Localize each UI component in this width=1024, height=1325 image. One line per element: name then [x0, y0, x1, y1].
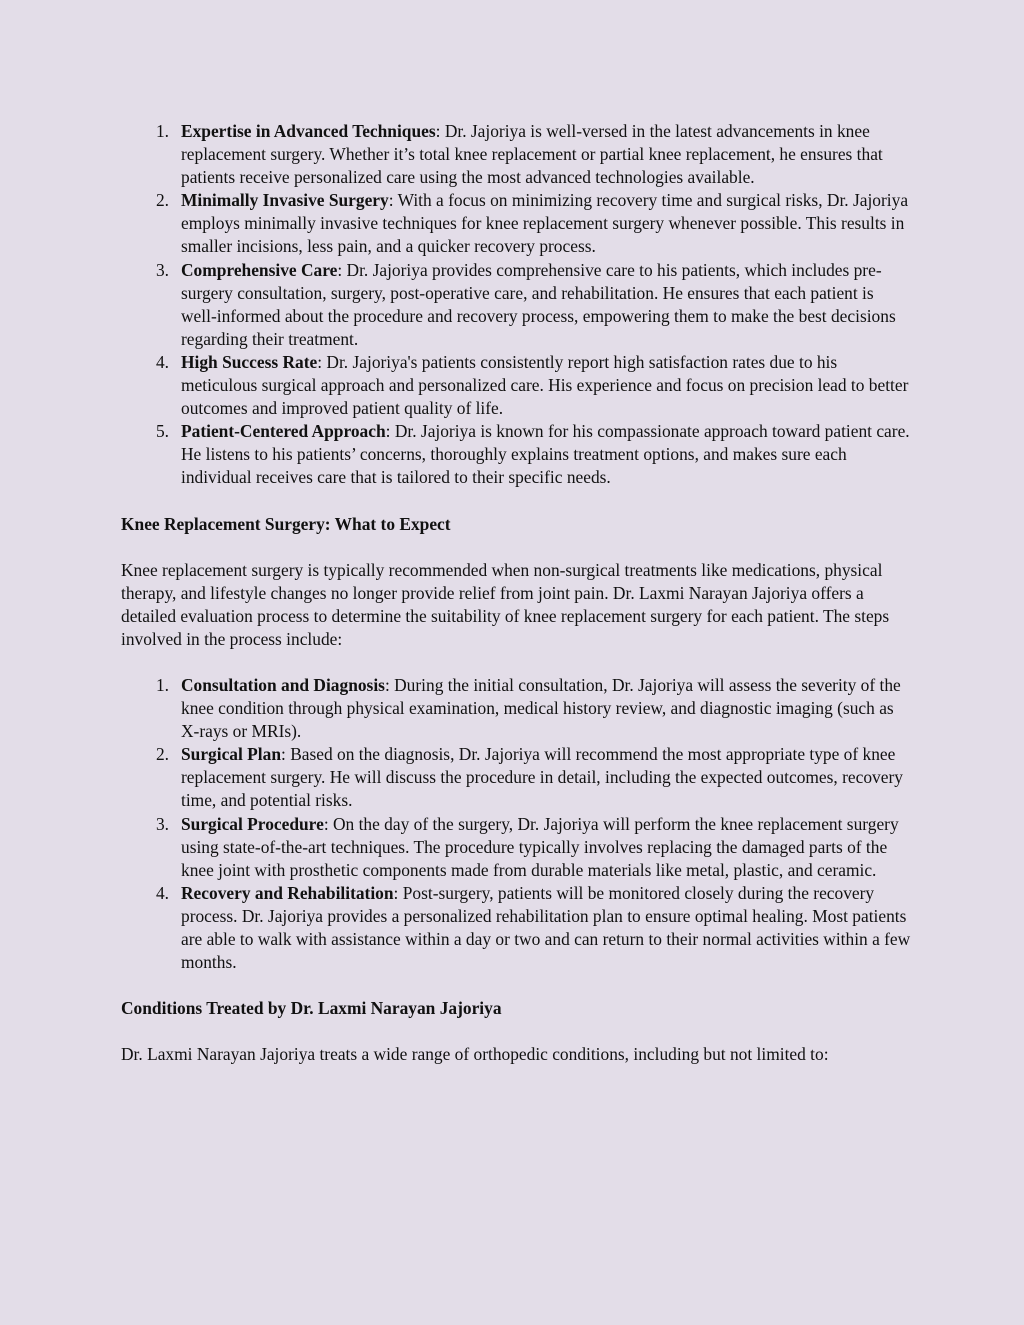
list-item-text: : Dr. Jajoriya is known for his compassionate approach toward patient care. He listens to his patients’ concerns, thoroughly explains treatment options, and makes sure each individual receives care that is tailored to their specific needs.: [181, 421, 910, 488]
list-item: [121, 259, 911, 351]
list-number: 2.: [155, 744, 169, 765]
list-number: 4.: [155, 882, 169, 903]
list-number: 3.: [155, 259, 169, 280]
list-item-title: Expertise in Advanced Techniques: [181, 121, 436, 141]
list-item-text: : Dr. Jajoriya provides comprehensive care to his patients, which includes pre-surgery consultation, surgery, post-operative care, and rehabilitation. He ensures that each patient is well-informed about the procedure and recovery process, empowering them to make the best decisions regarding their treatment.: [181, 259, 896, 349]
list-item-title: Patient-Centered Approach: [181, 421, 386, 442]
list-item: [121, 120, 911, 189]
list-item-title: Consultation and Diagnosis: [181, 674, 385, 695]
list-number: 1.: [155, 674, 169, 695]
document-page: [121, 120, 911, 1066]
list-item-text: : With a focus on minimizing recovery time and surgical risks, Dr. Jajoriya employs minimally invasive techniques for knee replacement surgery whenever possible. This results in smaller incisions, less pain, and a quicker recovery process.: [181, 190, 909, 257]
list-item-text: : Dr. Jajoriya is well-versed in the latest advancements in knee replacement surgery. Whether it’s total knee replacement or partial knee replacement, he ensures that patients receive personalized care using the most advanced technologies available.: [181, 121, 883, 188]
list-number: 2.: [155, 190, 169, 211]
benefits-list: [121, 120, 911, 490]
list-item: [121, 351, 911, 420]
list-item-title: Recovery and Rehabilitation: [181, 882, 394, 903]
list-item: [121, 189, 911, 258]
list-number: 3.: [155, 813, 169, 834]
list-item-title: Comprehensive Care: [181, 259, 338, 280]
list-item: [121, 420, 911, 489]
list-number: 4.: [155, 351, 169, 372]
list-number: 5.: [155, 421, 169, 442]
steps-list: [121, 674, 911, 974]
list-item-title: Surgical Procedure: [181, 813, 324, 834]
list-item-text: : On the day of the surgery, Dr. Jajoriya will perform the knee replacement surgery using state-of-the-art techniques. The procedure typically involves replacing the damaged parts of the knee joint with prosthetic components made from durable materials like metal, plastic, and ceramic.: [181, 813, 899, 880]
list-item-title: Surgical Plan: [181, 744, 282, 765]
section-paragraph-what-to-expect: Knee replacement surgery is typically recommended when non-surgical treatments like medications, physical therapy, and lifestyle changes no longer provide relief from joint pain. Dr. Laxmi Narayan Jajoriya offers a detailed evaluation process to determine the suitability of knee replacement surgery for each patient. The steps involved in the process include:: [121, 559, 890, 649]
list-item-text: : Post-surgery, patients will be monitored closely during the recovery process. Dr. Jajoriya provides a personalized rehabilitation plan to ensure optimal healing. Most patients are able to walk with assistance within a day or two and can return to their normal activities within a few months.: [181, 882, 911, 973]
list-item: [121, 813, 911, 882]
list-item: [121, 674, 911, 743]
list-item: [121, 882, 911, 974]
section-heading-conditions: Conditions Treated by Dr. Laxmi Narayan Jajoriya: [121, 998, 502, 1019]
list-item-title: High Success Rate: [181, 351, 318, 372]
section-heading-what-to-expect: Knee Replacement Surgery: What to Expect: [121, 513, 451, 534]
list-item-text: : During the initial consultation, Dr. Jajoriya will assess the severity of the knee condition through physical examination, medical history review, and diagnostic imaging (such as X-rays or MRIs).: [181, 674, 901, 742]
list-item-text: : Dr. Jajoriya's patients consistently report high satisfaction rates due to his meticulous surgical approach and personalized care. His experience and focus on precision lead to better outcomes and improved patient quality of life.: [181, 351, 909, 419]
list-number: 1.: [155, 121, 169, 141]
section-paragraph-conditions: Dr. Laxmi Narayan Jajoriya treats a wide range of orthopedic conditions, including but not limited to:: [121, 1044, 829, 1065]
list-item-text: : Based on the diagnosis, Dr. Jajoriya will recommend the most appropriate type of knee replacement surgery. He will discuss the procedure in detail, including the expected outcomes, recovery time, and potential risks.: [181, 744, 903, 811]
list-item: [121, 743, 911, 812]
list-item-title: Minimally Invasive Surgery: [181, 190, 389, 211]
